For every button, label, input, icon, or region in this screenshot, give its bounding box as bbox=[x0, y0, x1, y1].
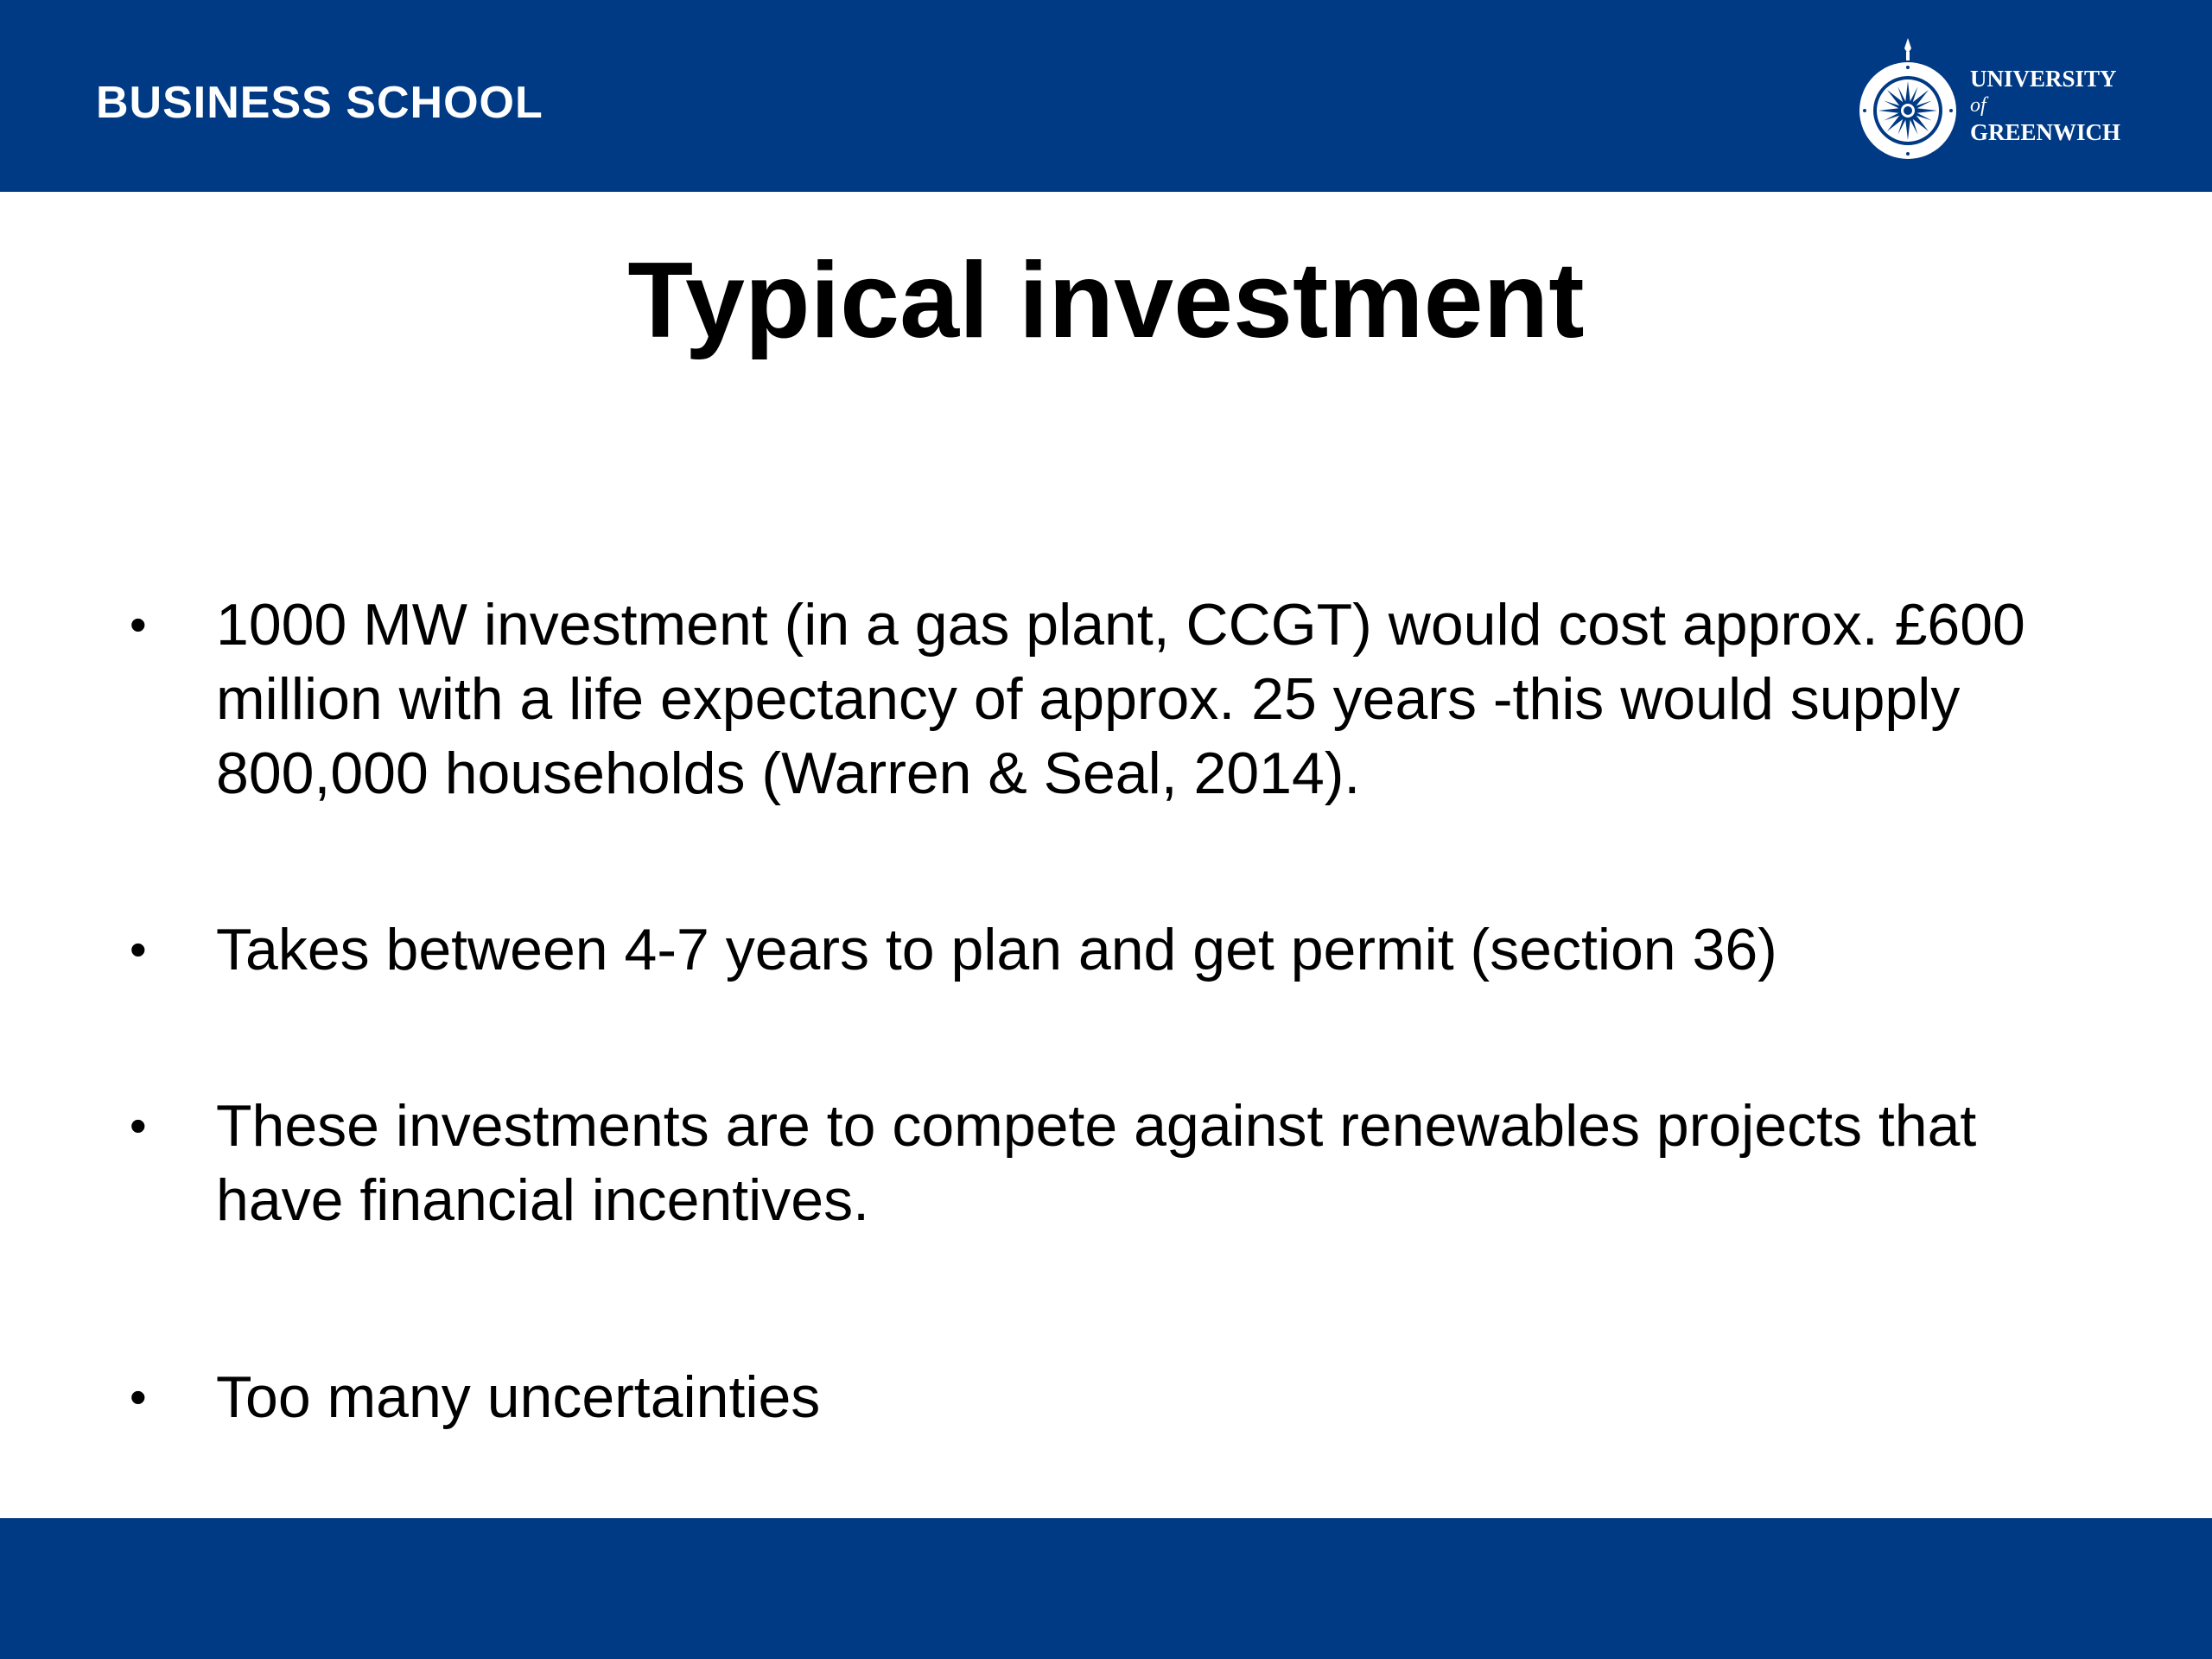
wordmark-line-of: of bbox=[1970, 94, 1986, 117]
wordmark-line-university: UNIVERSITY bbox=[1970, 66, 2117, 92]
bullet-marker: • bbox=[130, 1370, 147, 1424]
bullet-text: Takes between 4-7 years to plan and get permit (section 36) bbox=[216, 917, 1777, 982]
bullet-text: These investments are to compete against renewables projects that have financial incentives. bbox=[216, 1093, 1977, 1233]
university-logo bbox=[1854, 29, 2139, 161]
compass-seal-icon bbox=[1854, 36, 1961, 161]
university-wordmark bbox=[1970, 66, 2120, 146]
slide-title: Typical investment bbox=[627, 241, 1585, 360]
bullet-marker: • bbox=[130, 597, 147, 652]
footer-bar bbox=[0, 1518, 2212, 1659]
wordmark-line-greenwich: GREENWICH bbox=[1970, 119, 2121, 145]
header-bar bbox=[0, 0, 2212, 192]
bullet-marker: • bbox=[130, 1098, 147, 1153]
bullet-text: 1000 MW investment (in a gas plant, CCGT) would cost approx. £600 million with a life expectancy of approx. 25 years -this would supply 800,000 households (Warren & Seal, 2014). bbox=[216, 592, 2025, 806]
bullet-marker: • bbox=[130, 922, 147, 976]
bullet-text: Too many uncertainties bbox=[216, 1364, 821, 1430]
school-name: BUSINESS SCHOOL bbox=[96, 78, 543, 128]
